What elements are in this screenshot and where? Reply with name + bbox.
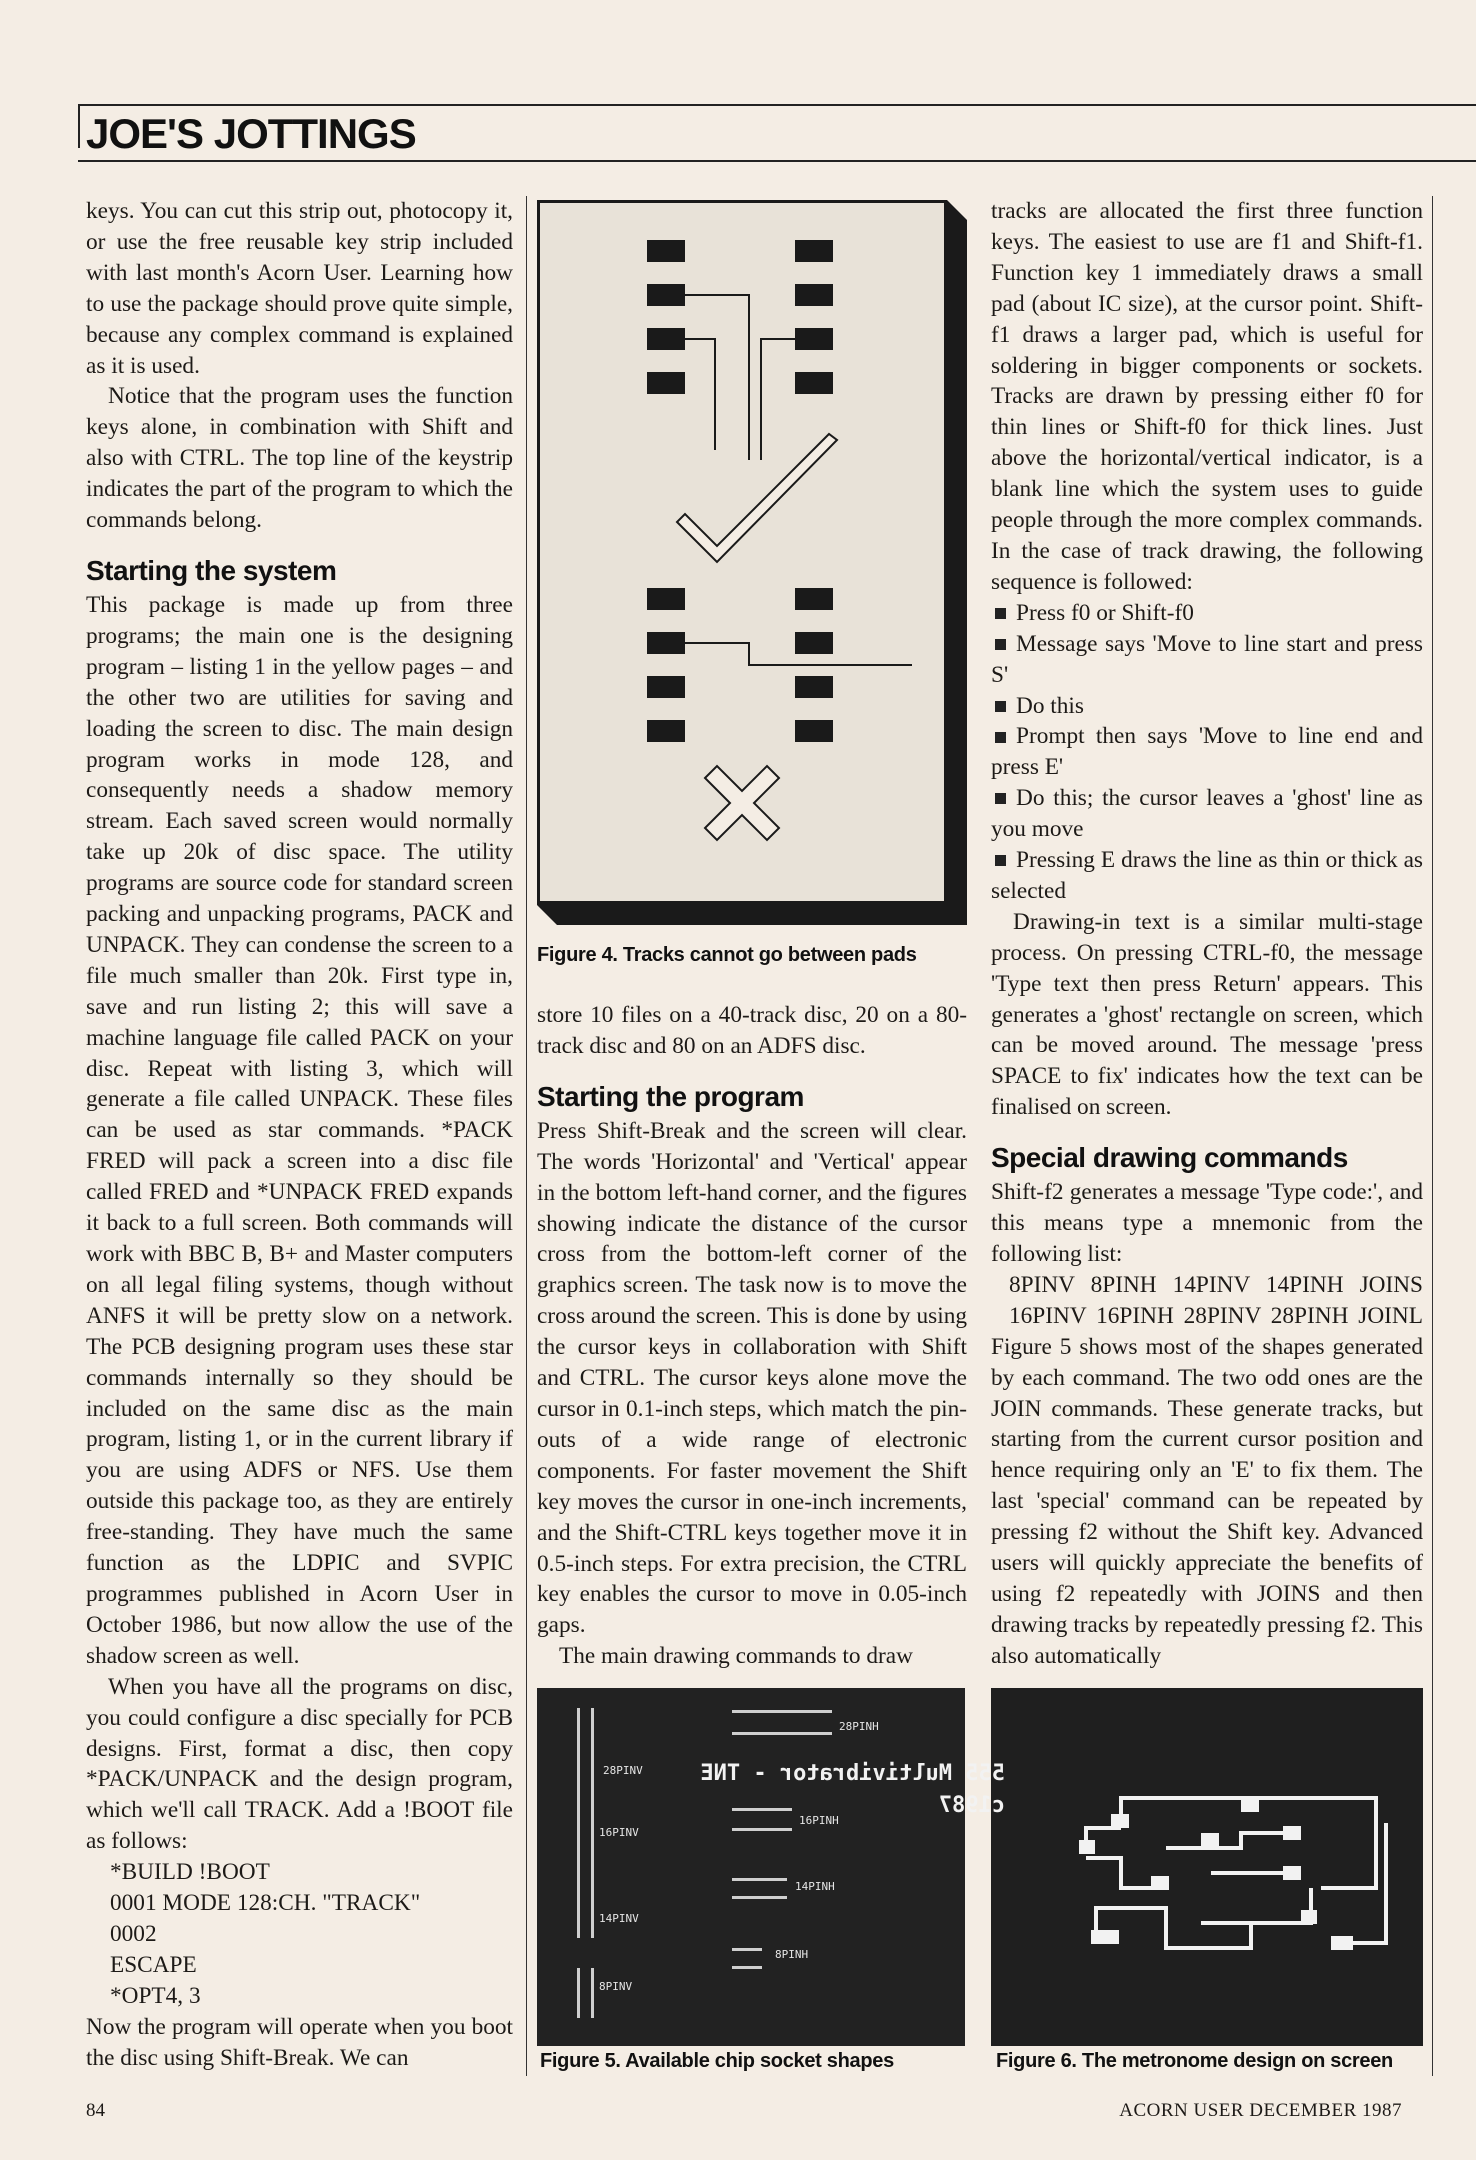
paragraph: Notice that the program uses the function keys alone, in combination with Shift and also with CTRL. The top line of the keystrip indicates the part of the program to which the commands belong. [86,383,513,534]
chip-label: 14PINV [599,1912,639,1925]
bullet-icon [995,732,1006,743]
paragraph: store 10 files on a 40-track disc, 20 on a 80-track disc and 80 on an ADFS disc. [537,1002,967,1059]
figure-4-illustration [537,200,967,925]
code-line: 0002 [110,1920,157,1947]
code-line: *BUILD !BOOT [110,1859,270,1886]
screen-title: 555 Multivibrator - TNE [700,1761,1005,1786]
figure-4-caption: Figure 4. Tracks cannot go between pads [537,944,917,966]
chip-label: 8PINV [599,1980,633,1993]
bullet-icon [995,855,1006,866]
chip-label: 14PINH [795,1880,835,1893]
chip-label: 16PINV [599,1826,639,1839]
mnemonic-list: 8PINV 8PINH 14PINV 14PINH JOINS [1009,1271,1423,1298]
figure-6-caption: Figure 6. The metronome design on screen [996,2050,1393,2072]
bullet-item: Pressing E draws the line as thin or thick as selected [991,847,1423,904]
paragraph: tracks are allocated the first three function keys. The easiest to use are f1 and Shift-f1. Function key 1 immediately draws a small pad (about IC size), at the cursor point. Shift-f1 draws a larger pad, which is useful for soldering in bigger components or sockets. Tracks are drawn by pressing either f0 for thin lines or Shift-f0 for thick lines. Just above the horizontal/vertical indicator, is a blank line which the system uses to guide people through the more complex commands. In the case of track drawing, the following sequence is followed: [991,198,1423,595]
bullet-item: Do this; the cursor leaves a 'ghost' line as you move [991,785,1423,843]
header-left-rule [78,104,80,148]
header-top-rule [78,104,1476,106]
figure-5-caption: Figure 5. Available chip socket shapes [540,2050,894,2072]
code-line: 0001 MODE 128:CH. "TRACK" [110,1890,421,1917]
paragraph: Figure 5 shows most of the shapes generated by each command. The two odd ones are the JOIN commands. These generate tracks, but starting from the current cursor position and hence requiring only an 'E' to fix them. The last 'special' command can be repeated by pressing f2 without the Shift key. Advanced users will quickly appreciate the benefits of using f2 repeatedly with JOINS and then drawing tracks by repeatedly pressing f2. This also automatically [991,1333,1423,1669]
subheading: Special drawing commands [991,1142,1348,1174]
page-number: 84 [86,2100,105,2121]
code-line: *OPT4, 3 [110,1982,201,2009]
paragraph: keys. You can cut this strip out, photocopy it, or use the free reusable key strip included with last month's Acorn User. Learning how to use the package should prove quite simple, because any complex command is explained as it is used. [86,198,513,379]
column-1 [86,196,513,2073]
chip-label: 8PINH [775,1948,809,1961]
column-2 [537,1000,967,1672]
bullet-icon [995,701,1006,712]
bullet-icon [995,793,1006,804]
bullet-item: Do this [991,691,1423,722]
paragraph: Now the program will operate when you boot the disc using Shift-Break. We can [86,2013,513,2071]
chip-label: 16PINH [799,1814,839,1827]
column-divider [1432,196,1433,2076]
figure-5-screenshot [537,1688,965,2046]
code-line: ESCAPE [110,1951,197,1978]
bullet-item: Press f0 or Shift-f0 [991,598,1423,629]
paragraph: Press Shift-Break and the screen will clear. The words 'Horizontal' and 'Vertical' appear in the bottom left-hand corner, and the figures showing indicate the distance of the cursor cross from the bottom-left corner of the graphics screen. The task now is to move the cross around the screen. This is done by using the cursor keys in collaboration with Shift and CTRL. The cursor keys alone move the cursor in 0.1-inch steps, which match the pin-outs of a wide range of electronic components. For faster movement the Shift key moves the cursor in one-inch increments, and the Shift-CTRL keys together move it in 0.5-inch steps. For extra precision, the CTRL key enables the cursor to move in 0.05-inch gaps. [537,1117,967,1639]
bullet-icon [995,639,1006,650]
paragraph: When you have all the programs on disc, you could configure a disc specially for PCB designs. First, format a disc, then copy *PACK/UNPACK and the design program, which we'll call TRACK. Add a !BOOT file as follows: [86,1673,513,1855]
bullet-icon [995,608,1006,619]
chip-label: 28PINV [603,1764,643,1777]
section-header: JOE'S JOTTINGS [86,110,416,157]
bullet-item: Prompt then says 'Move to line end and press E' [991,723,1423,781]
bullet-item: Message says 'Move to line start and press S' [991,630,1423,688]
paragraph: This package is made up from three programs; the main one is the designing program – listing 1 in the yellow pages – and the other two are utilities for saving and loading the screen to disc. The main design program works in mode 128, and consequently needs a shadow memory stream. Each saved screen would normally take up 20k of disc space. The utility programs are source code for standard screen packing and unpacking programs, PACK and UNPACK. They can condense the screen to a file much smaller than 20k. First type in, save and run listing 2; this will save a machine language file called PACK on your disc. Repeat with listing 3, which will generate a file called UNPACK. These files can be used as star commands. *PACK FRED will pack a screen into a disc file called FRED and *UNPACK FRED expands it back to a full screen. Both commands will work with BBC B, B+ and Master computers on all legal filing systems, though without ANFS it will be pretty slow on a network. The PCB designing program uses these star commands internally so they should be included on the same disc as the main program, listing 1, or in the current library if you are using ADFS or NFS. Use them outside this package too, as they are entirely free-standing. They have much the same function as the LDPIC and SVPIC programmes published in Acorn User in October 1986, but now allow the use of the shadow screen as well. [86,591,513,1669]
column-divider [526,196,527,2076]
paragraph: The main drawing commands to draw [559,1643,913,1670]
header-bottom-rule [78,160,1476,162]
chip-label: 28PINH [839,1720,879,1733]
subheading: Starting the system [86,554,337,586]
figure-4 [537,200,967,925]
column-3 [991,196,1423,1672]
paragraph: Shift-f2 generates a message 'Type code:', and this means type a mnemonic from the following list: [991,1179,1423,1267]
paragraph: Drawing-in text is a similar multi-stage process. On pressing CTRL-f0, the message 'Type text then press Return' appears. This generates a 'ghost' rectangle on screen, which can be moved around. The message 'press SPACE to fix' indicates how the text can be finalised on screen. [991,908,1423,1121]
screen-copyright: c1987 [938,1793,1005,1818]
subheading: Starting the program [537,1080,804,1112]
mnemonic-list: 16PINV 16PINH 28PINV 28PINH JOINL [1009,1302,1423,1329]
figure-5 [537,1688,965,2046]
magazine-footer: ACORN USER DECEMBER 1987 [1119,2100,1402,2121]
